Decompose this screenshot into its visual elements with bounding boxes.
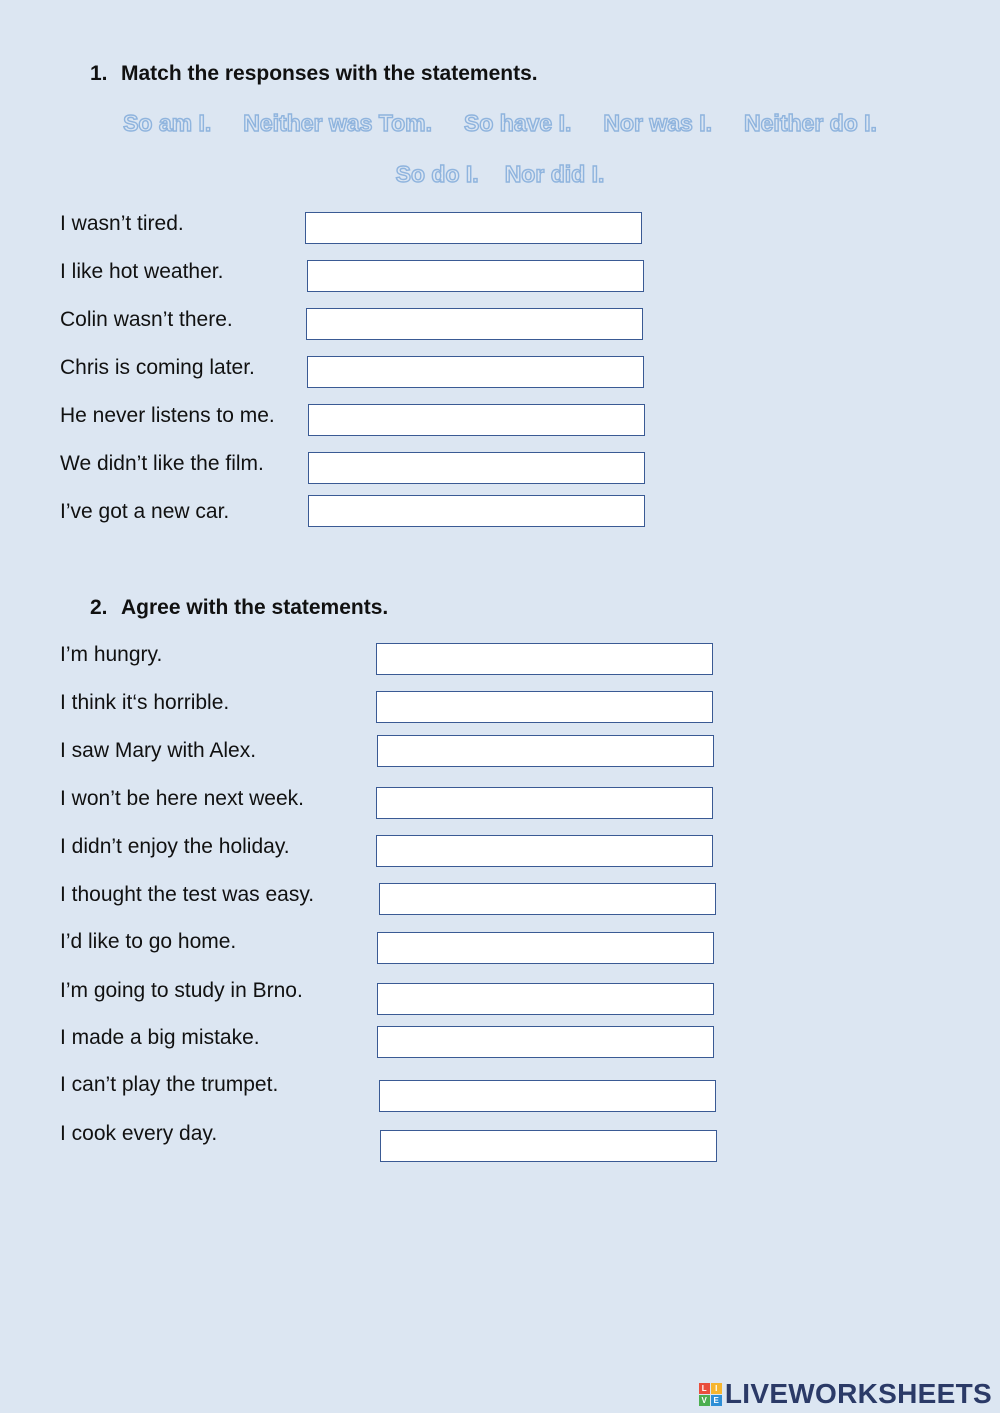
- liveworksheets-logo: [699, 1378, 992, 1410]
- exercise-2-statement: I cook every day.: [60, 1122, 218, 1145]
- logo-tile: I: [711, 1383, 722, 1394]
- liveworksheets-logo-icon: [699, 1383, 722, 1406]
- exercise-2-answer-box[interactable]: [376, 691, 713, 723]
- exercise-1-answer-box[interactable]: [306, 308, 643, 340]
- exercise-1-answer-box[interactable]: [308, 452, 645, 484]
- exercise-2-statement: I thought the test was easy.: [60, 883, 315, 906]
- word-bank-option[interactable]: Nor did I.: [504, 161, 605, 187]
- exercise-1-answer-box[interactable]: [307, 356, 644, 388]
- exercise-1-statement: Colin wasn’t there.: [60, 308, 233, 331]
- exercise-1-statement: I’ve got a new car.: [60, 500, 230, 523]
- exercise-2-answer-box[interactable]: [379, 1080, 716, 1112]
- exercise-2-title: Agree with the statements.: [121, 596, 389, 619]
- exercise-1-answer-box[interactable]: [308, 404, 645, 436]
- word-bank-option[interactable]: So am I.: [123, 110, 212, 136]
- exercise-2-heading: [90, 596, 388, 620]
- word-bank-option[interactable]: Neither do I.: [744, 110, 877, 136]
- exercise-1-heading: [90, 62, 538, 86]
- exercise-1-statement: Chris is coming later.: [60, 356, 255, 379]
- word-bank-option[interactable]: Neither was Tom.: [243, 110, 432, 136]
- exercise-1-answer-box[interactable]: [305, 212, 642, 244]
- logo-tile: L: [699, 1383, 710, 1394]
- word-bank-row-1: [0, 110, 1000, 137]
- exercise-2-statement: I’m hungry.: [60, 643, 163, 666]
- exercise-1-statement: He never listens to me.: [60, 404, 275, 427]
- word-bank-row-2: [0, 161, 1000, 188]
- exercise-2-statement: I won’t be here next week.: [60, 787, 304, 810]
- exercise-2-answer-box[interactable]: [377, 932, 714, 964]
- exercise-2-statement: I think it‘s horrible.: [60, 691, 230, 714]
- exercise-1-statement: We didn’t like the film.: [60, 452, 264, 475]
- exercise-1-answer-box[interactable]: [307, 260, 644, 292]
- logo-tile: V: [699, 1395, 710, 1406]
- exercise-1-answer-box[interactable]: [308, 495, 645, 527]
- exercise-2-statement: I didn’t enjoy the holiday.: [60, 835, 290, 858]
- exercise-2-statement: I’d like to go home.: [60, 930, 237, 953]
- exercise-2-answer-box[interactable]: [379, 883, 716, 915]
- exercise-2-answer-box[interactable]: [377, 735, 714, 767]
- word-bank-option[interactable]: So have I.: [464, 110, 572, 136]
- exercise-2-statement: I’m going to study in Brno.: [60, 979, 303, 1002]
- exercise-2-answer-box[interactable]: [376, 787, 713, 819]
- exercise-1-statement: I wasn’t tired.: [60, 212, 184, 235]
- word-bank-option[interactable]: So do I.: [395, 161, 479, 187]
- exercise-2-statement: I saw Mary with Alex.: [60, 739, 257, 762]
- exercise-2-statement: I can’t play the trumpet.: [60, 1073, 279, 1096]
- exercise-2-answer-box[interactable]: [380, 1130, 717, 1162]
- exercise-2-statement: I made a big mistake.: [60, 1026, 260, 1049]
- exercise-2-answer-box[interactable]: [377, 983, 714, 1015]
- exercise-1-number: 1.: [90, 62, 108, 85]
- exercise-2-answer-box[interactable]: [377, 1026, 714, 1058]
- brand-name: LIVEWORKSHEETS: [724, 1378, 992, 1409]
- logo-tile: E: [711, 1395, 722, 1406]
- exercise-2-number: 2.: [90, 596, 108, 619]
- exercise-2-answer-box[interactable]: [376, 643, 713, 675]
- word-bank-option[interactable]: Nor was I.: [603, 110, 713, 136]
- exercise-1-title: Match the responses with the statements.: [121, 62, 538, 85]
- exercise-1-statement: I like hot weather.: [60, 260, 224, 283]
- exercise-2-answer-box[interactable]: [376, 835, 713, 867]
